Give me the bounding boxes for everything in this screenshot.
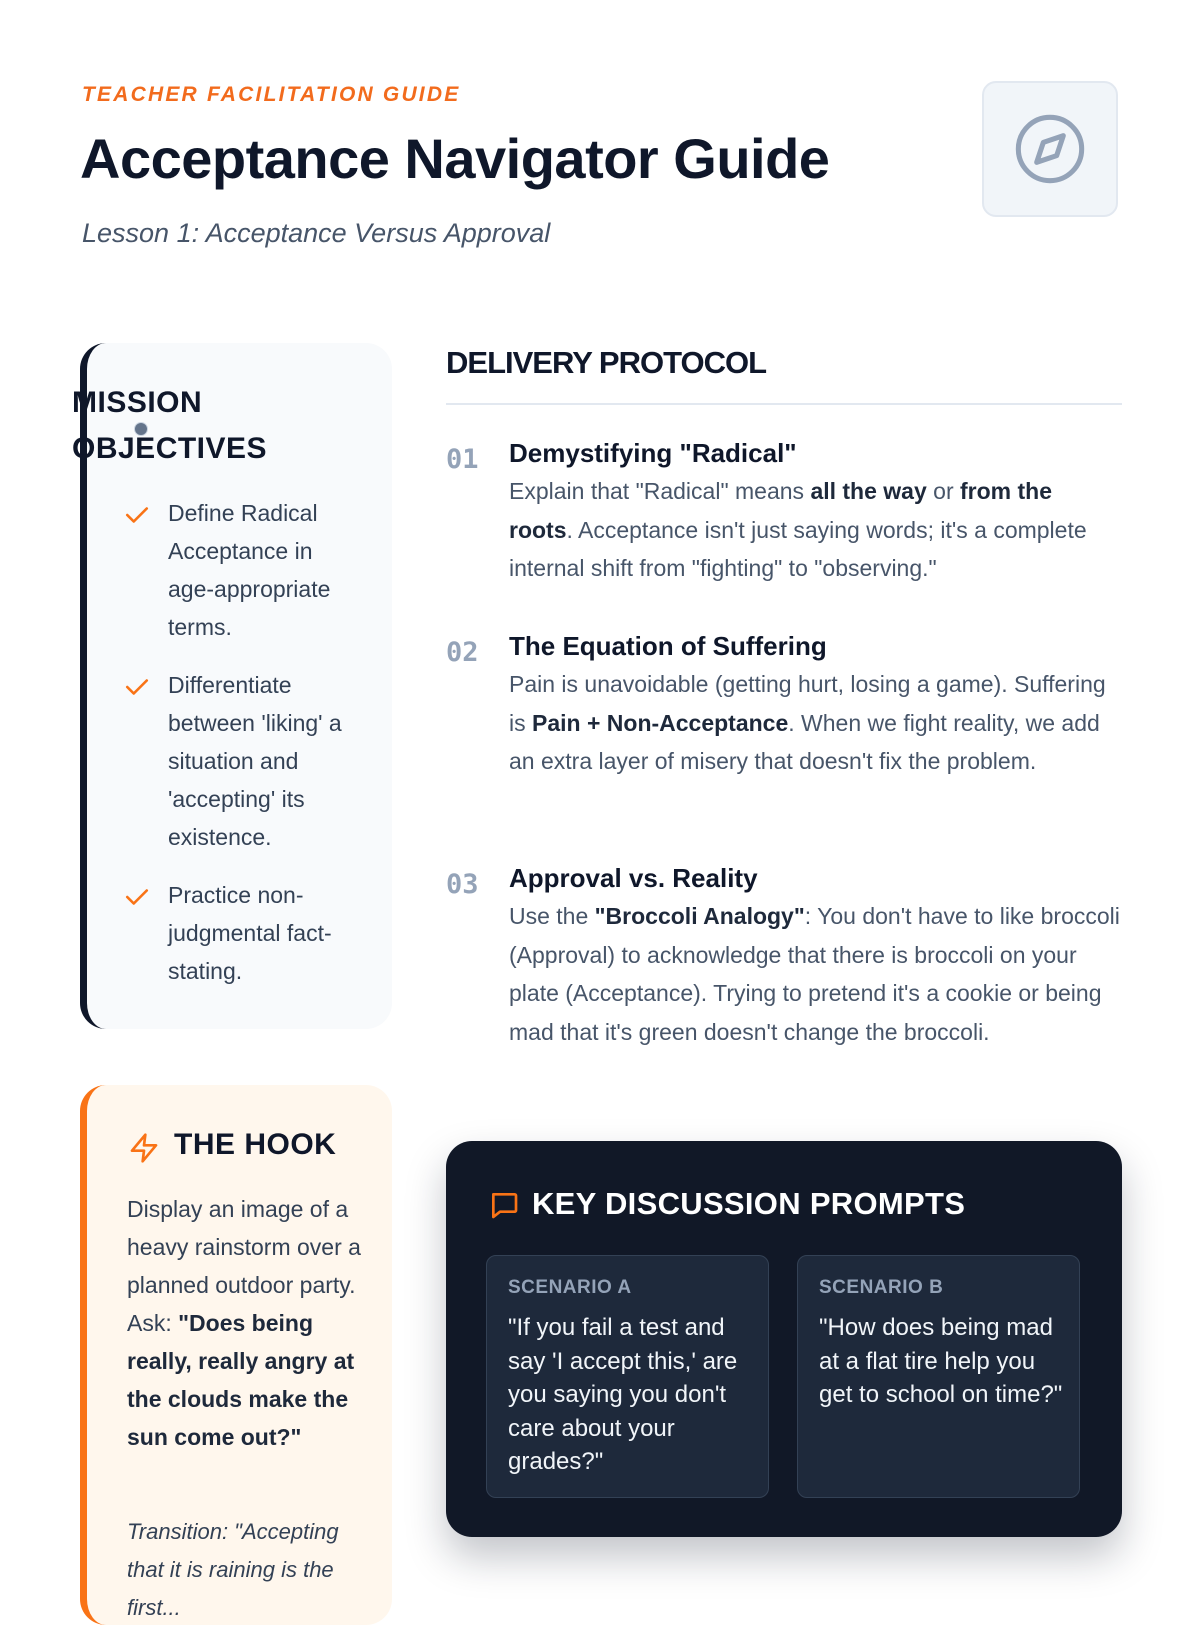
eyebrow-label: TEACHER FACILITATION GUIDE [82,83,461,106]
compass-icon [1012,111,1088,187]
lightning-icon [128,1131,160,1165]
objective-item [124,666,364,856]
scenario-label: SCENARIO A [508,1277,632,1298]
scenario-card-b [797,1255,1080,1498]
step-text: . Acceptance isn't just saying words; it's a complete internal shift from "fighting" to "observing." [509,516,1087,581]
objectives-title: MISSION OBJECTIVES [72,386,268,465]
scenario-label: SCENARIO B [819,1277,944,1298]
step-title: Approval vs. Reality [509,863,758,893]
step-title: Demystifying "Radical" [509,438,797,468]
hook-text [127,1190,367,1456]
objective-text: Practice non-judgmental fact-stating. [168,882,332,984]
objectives-list [124,494,364,1010]
step-text: or [926,478,960,504]
lesson-subtitle: Lesson 1: Acceptance Versus Approval [82,218,551,248]
objective-text: Differentiate between 'liking' a situation and 'accepting' its existence. [168,672,342,850]
step-body [509,897,1121,1051]
check-icon [124,504,150,526]
scenario-prompt: "How does being mad at a flat tire help you get to school on time?" [819,1314,1063,1408]
scenario-card-a [486,1255,769,1498]
delivery-protocol-title: DELIVERY PROTOCOL [446,345,767,380]
speech-bubble-icon [488,1189,520,1221]
step-emphasis: Pain + Non-Acceptance [532,709,789,736]
step-text: . When we fight reality, we add an extra layer of misery that doesn't fix the problem. [509,709,1100,774]
step-text: : You don't have to like broccoli (Approval) to acknowledge that there is broccoli on your plate (Acceptance). Trying to pretend it's a cookie or being mad that it's green doesn't change the broccoli. [509,903,1120,1045]
objective-text: Define Radical Acceptance in age-appropriate terms. [168,500,331,640]
discussion-title: KEY DISCUSSION PROMPTS [532,1186,966,1221]
step-text: Explain that "Radical" means [509,478,811,504]
hook-title: THE HOOK [174,1128,337,1161]
page-title: Acceptance Navigator Guide [80,127,830,190]
objective-item [124,494,364,646]
step-emphasis: "Broccoli Analogy" [594,903,805,929]
section-divider [446,403,1122,405]
hook-transition: Transition: "Accepting that it is raining is the first... [127,1519,339,1620]
hook-text-plain: Display an image of a heavy rainstorm over a planned outdoor party. Ask: [127,1196,361,1336]
step-emphasis: from the roots [509,478,1052,543]
hook-question: "Does being really, really angry at the clouds make the sun come out?" [127,1310,355,1450]
step-title: The Equation of Suffering [509,631,827,661]
step-emphasis: all the way [810,478,927,504]
step-text: Pain is unavoidable (getting hurt, losing a game). Suffering is [509,671,1106,736]
step-number: 02 [446,637,479,668]
compass-badge [982,81,1118,217]
scenario-prompt: "If you fail a test and say 'I accept this,' are you saying you don't care about your grades?" [508,1314,738,1475]
check-icon [124,886,150,908]
objective-item [124,876,364,990]
step-number: 01 [446,444,479,475]
step-number: 03 [446,869,479,900]
step-body [509,665,1121,781]
step-body [509,472,1121,588]
step-text: Use the [509,903,595,929]
check-icon [124,676,150,698]
